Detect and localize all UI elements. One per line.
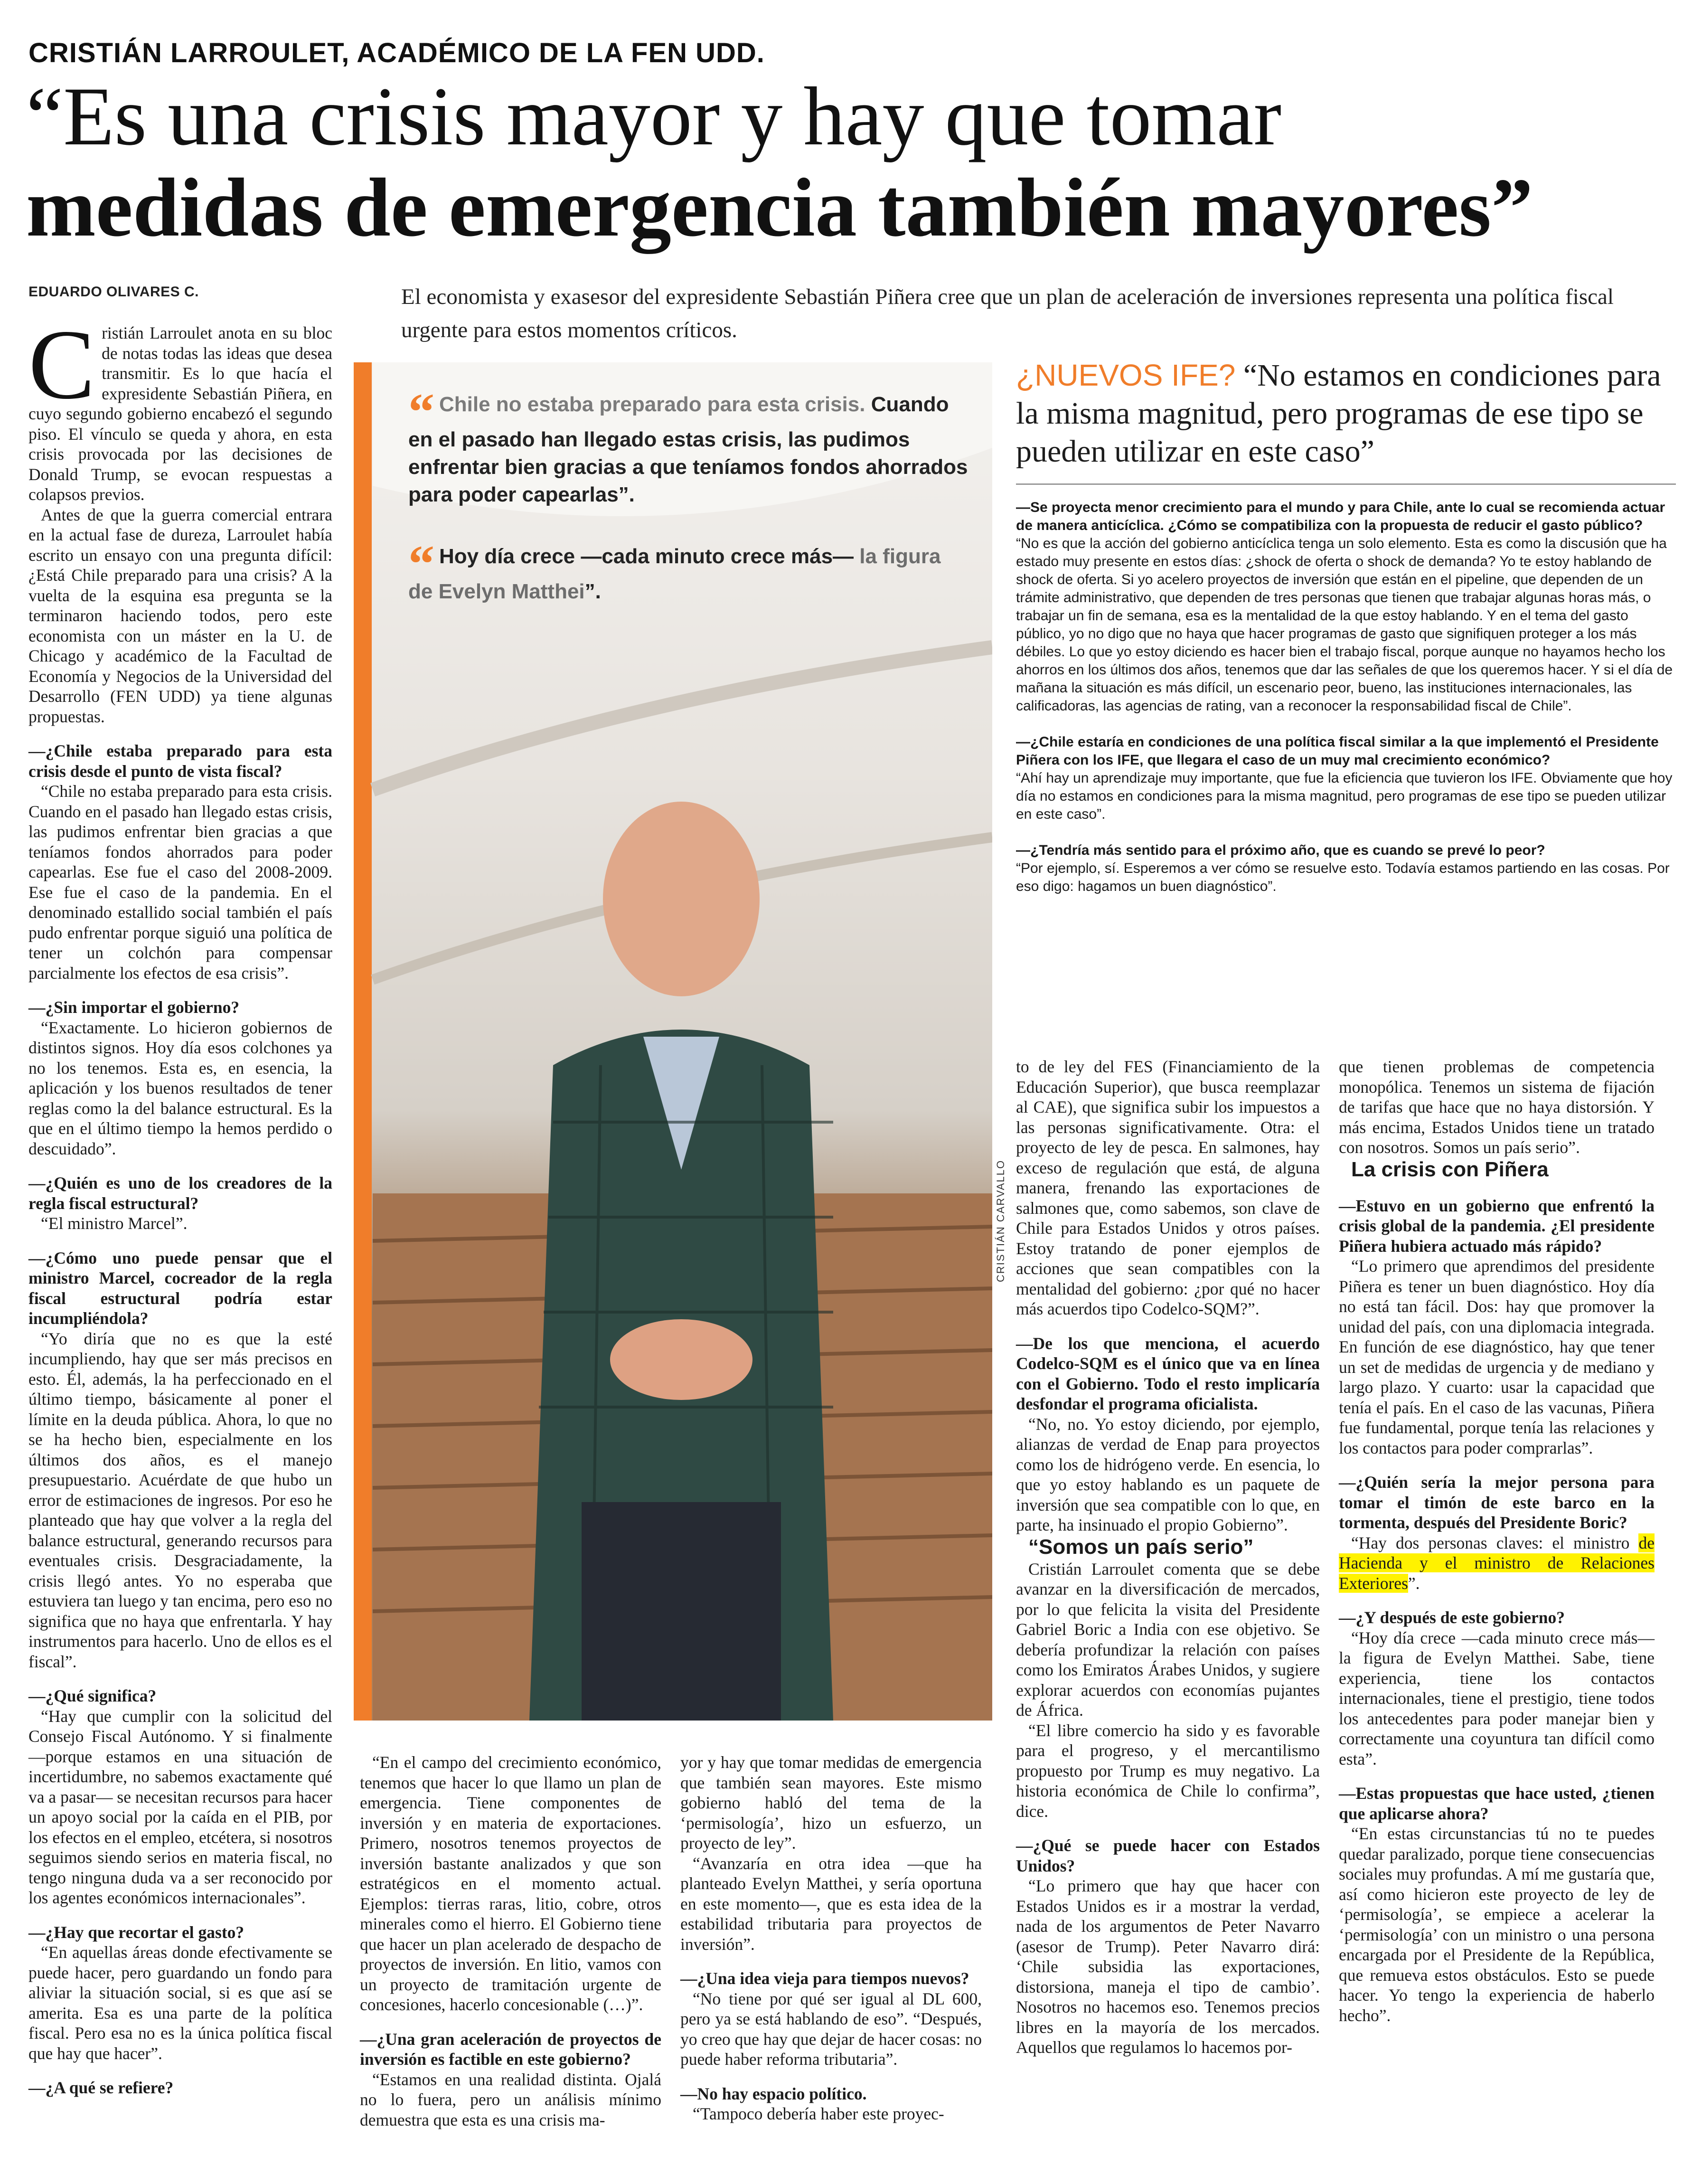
paragraph: Cristián Larroulet comenta que se debe avanzar en la diversificación de mercados, por lo que felicita la visita del Presidente Gabriel Boric a India con ese objetivo. Se debería profundizar la relación con países como los Emiratos Árabes Unidos, y sugiere explorar acuerdos con economías pujantes de África. (1016, 1559, 1320, 1720)
question: —¿Quién sería la mejor persona para tomar el timón de este barco en la tormenta, después del Presidente Boric? (1339, 1473, 1655, 1532)
paragraph: to de ley del FES (Financiamiento de la Educación Superior), que busca reemplazar al CAE), que significa subir los impuestos a las personas significativamente. Otra: el proyecto de ley de pesca. En salmones, hay exceso de regulación que está, de alguna manera, frenando las exportaciones de salmones que, como sabemos, son clave de Chile para Estados Unidos y otros países. Estoy tratando de poner ejemplos de acciones que sean compatibles con la mentalidad del gobierno: ¿por qué no hacer más acuerdos tipo Codelco-SQM?”. (1016, 1057, 1320, 1318)
question: —Estuvo en un gobierno que enfrentó la crisis global de la pandemia. ¿El presidente Piñera hubiera actuado más rápido? (1339, 1196, 1655, 1256)
highlighted-text: Exteriores (1339, 1573, 1408, 1593)
column-a (360, 1752, 661, 2130)
question: —¿Hay que recortar el gasto? (28, 1922, 244, 1942)
column-right-qa (1016, 499, 1676, 896)
question: —Estas propuestas que hace usted, ¿tienen que aplicarse ahora? (1339, 1784, 1655, 1823)
paragraph: “El libre comercio ha sido y es favorable para el progreso, y el mercantilismo propuesto por Trump es muy negativo. La historia económica de Chile lo confirma”, dice. (1016, 1721, 1320, 1821)
question: —¿Tendría más sentido para el próximo año, que es cuando se prevé lo peor? (1016, 842, 1545, 858)
drop-cap: C (28, 310, 95, 420)
question: —¿A qué se refiere? (28, 2078, 174, 2097)
answer: “Yo diría que no es que la esté incumpliendo, hay que ser más precisos en esto. Él, además, la ha perfeccionado en el último tiempo, básicamente al poner el límite en la deuda pública. Ahora, lo que no se ha hecho bien, especialmente en los últimos dos años, es el manejo presupuestario. Acuérdate de que hubo un error de estimaciones de ingresos. Por eso he planteado que hay que volver a la regla del balance estructural, generando recursos para eventuales crisis. Desgraciadamente, la crisis llegó antes. Yo no esperaba que estuviera tan luego y tan encima, pero eso no significa que no haya que enfrentarla. Y hay instrumentos para hacerlo. Uno de ellos es el fiscal”. (28, 1329, 332, 1671)
hands (610, 1319, 752, 1400)
question: —¿Qué significa? (28, 1686, 157, 1705)
answer: “En aquellas áreas donde efectivamente se puede hacer, pero guardando un fondo para aliviar la situación social, si es que así se amerita. Esa es una parte de la política fiscal. Pero esa no es la única política fiscal que hay que hacer”. (28, 1943, 332, 2063)
question: —¿Qué se puede hacer con Estados Unidos? (1016, 1836, 1320, 1875)
paragraph: Antes de que la guerra comercial entrara en la actual fase de dureza, Larroulet había escrito un ensayo con una pregunta difícil: ¿Está Chile preparado para una crisis? A la vuelta de la esquina esa pregunta se la terminaron haciendo todos, pero este economista con un máster en la U. de Chicago y académico de la Facultad de Economía y Negocios de la Universidad del Desarrollo (FEN UDD) ya tiene algunas propuestas. (28, 505, 332, 726)
answer: “Tampoco debería haber este proyec- (693, 2104, 944, 2123)
answer: “Lo primero que aprendimos del presidente Piñera es tener un buen diagnóstico. Hoy día no está tan fácil. Dos: hay que promover la unidad del país, con una diplomacia integrada. En función de ese diagnóstico, hay que tener un set de medidas de urgencia y de mediano y largo plazo. Y cuarto: usar la capacidad que tenía el país. En el caso de las vacunas, Piñera fue fundamental, porque tenía las relaciones y los contactos para poder comprarlas”. (1339, 1257, 1655, 1457)
column-d (1339, 1057, 1655, 2025)
subhead: “Somos un país serio” (1028, 1535, 1254, 1559)
ife-tag: ¿NUEVOS IFE? (1016, 358, 1236, 392)
paragraph: “En el campo del crecimiento económico, tenemos que hacer lo que llamo un plan de emergencia. Tiene componentes de inversión y en materia de exportaciones. Primero, nosotros tenemos proyectos de inversión bastante analizados y que son estratégicos en el momento actual. Ejemplos: tierras raras, litio, cobre, otros minerales como el hierro. El Gobierno tiene que hacer un plan acelerado de despacho de proyectos de inversión. En litio, vamos con un proyecto de tramitación urgente de concesiones, hacerlo concesionable (…)”. (360, 1753, 661, 2014)
kicker: CRISTIÁN LARROULET, ACADÉMICO DE LA FEN UDD. (28, 38, 765, 68)
answer: “Hay que cumplir con la solicitud del Consejo Fiscal Autónomo. Y si finalmente —porque estamos en una situación de incertidumbre, no sabemos exactamente qué va a pasar— se necesitan recursos para hacer un apoyo social por la caída en el PIB, por los efectos en el empleo, etcétera, si nosotros seguimos siendo serios en materia fiscal, no tengo ninguna duda va a ser reconocido por los agentes económicos internacionales”. (28, 1706, 332, 1907)
answer: “No es que la acción del gobierno anticíclica tenga un solo elemento. Esta es como la discusión que ha estado muy presente en estos días: ¿shock de oferta o shock de demanda? Yo te estoy hablando de shock de oferta. Si yo acelero proyectos de inversión que están en el pipeline, que dependen de un trámite administrativo, que dependen de tres personas que tienen que trabajar algunas horas más, o trabajar un fin de semana, esa es la mentalidad de la que estoy hablando. Y en el tema del gasto público, yo no digo que no haya que hacer programas de gasto que signifiquen proteger a los más débiles. Lo que yo estoy diciendo es hacer bien el trabajo fiscal, porque aunque no hayamos hecho los ahorros en los últimos dos años, tenemos que dar las señales de que los queremos hacer. Y si el día de mañana la situación es más difícil, un escenario peor, bueno, las instituciones internacionales, las calificadoras, las agencias de rating, van a reconocer la responsabilidad fiscal de Chile”. (1016, 536, 1673, 714)
pull-quote-1: “ Chile no estaba preparado para esta crisis. Cuando en el pasado han llegado estas crisis, las pudimos enfrentar bien gracias a que teníamos fondos ahorrados para poder capearlas”. (408, 383, 968, 506)
question: —¿Una idea vieja para tiempos nuevos? (680, 1969, 969, 1988)
question: —¿Quién es uno de los creadores de la regla fiscal estructural? (28, 1173, 332, 1213)
paragraph: “Avanzaría en otra idea —que ha planteado Evelyn Matthei, y sería oportuna en este momento—, que es esta idea de la estabilidad tributaria para proyectos de inversión”. (680, 1853, 982, 1954)
ceiling-arc (373, 647, 992, 790)
headline (26, 71, 1678, 254)
question: —¿Sin importar el gobierno? (28, 998, 240, 1017)
column-b (680, 1752, 982, 2124)
answer: “El ministro Marcel”. (41, 1214, 188, 1233)
pull-quote-2: “ Hoy día crece —cada minuto crece más— la figura de Evelyn Matthei”. (408, 535, 941, 603)
question: —Se proyecta menor crecimiento para el mundo y para Chile, ante lo cual se recomienda actuar de manera anticíclica. ¿Cómo se compatibiliza con la propuesta de reducir el gasto público? (1016, 500, 1665, 533)
trousers (582, 1502, 781, 1721)
answer: “Ahí hay un aprendizaje muy importante, que fue la eficiencia que tuvieron los IFE. Obviamente que hoy día no estamos en condiciones para la misma magnitud, pero programas de ese tipo se pueden utilizar en este caso”. (1016, 770, 1673, 822)
answer: “No tiene por qué ser igual al DL 600, pero ya se está hablando de eso”. “Después, yo creo que hay que dejar de hacer cosas: no puede haber reforma tributaria”. (680, 1989, 982, 2069)
answer: “Por ejemplo, sí. Esperemos a ver cómo se resuelve esto. Todavía estamos partiendo en las cosas. Por eso digo: hagamos un buen diagnóstico”. (1016, 860, 1670, 894)
lede: El economista y exasesor del expresidente Sebastián Piñera cree que un plan de aceleración de inversiones representa una política fiscal urgente para estos momentos críticos. (401, 284, 1614, 342)
ife-text: “No estamos en condiciones para la misma magnitud, pero programas de ese tipo se pueden utilizar en este caso” (1016, 358, 1661, 469)
face (603, 802, 760, 996)
answer: “Estamos en una realidad distinta. Ojalá no lo fuera, pero un análisis mínimo demuestra que esta es una crisis ma- (360, 2070, 661, 2129)
question: —¿Chile estaba preparado para esta crisis desde el punto de vista fiscal? (28, 741, 332, 781)
answer: “Lo primero que hay que hacer con Estados Unidos es ir a mostrar la verdad, nada de los argumentos de Peter Navarro (asesor de Trump). Peter Navarro dirá: ‘Chile subsidia las exportaciones, distorsiona, maneja el tipo de cambio’. Nosotros no hacemos eso. Tenemos precios libres en la mayoría de los mercados. Aquellos que regulamos lo hacemos por- (1016, 1876, 1320, 2057)
question: —No hay espacio político. (680, 2084, 867, 2103)
answer: “Exactamente. Lo hicieron gobiernos de distintos signos. Hoy día esos colchones ya no los tenemos. Esta es, en esencia, la aplicación y los buenos resultados de tener reglas como la del balance estructural. Es la que en el último tiempo la hemos perdido o descuidado”. (28, 1018, 332, 1158)
highlighted-text: de Hacienda y el ministro de Relaciones (1339, 1533, 1655, 1572)
portrait-photo (354, 362, 992, 1721)
question: —¿Y después de este gobierno? (1339, 1608, 1565, 1627)
question: —De los que menciona, el acuerdo Codelco-SQM es el único que va en línea con el Gobierno. Todo el resto implicaría desfondar el programa oficialista. (1016, 1333, 1320, 1413)
question: —¿Chile estaría en condiciones de una política fiscal similar a la que implementó el Presidente Piñera con los IFE, que llegara el caso de un muy mal crecimiento económico? (1016, 734, 1659, 768)
photo-credit: CRISTIÁN CARVALLO (995, 1159, 1006, 1282)
answer: “En estas circunstancias tú no te puedes quedar paralizado, porque tiene consecuencias sociales muy profundas. A mí me gustaría que, así como hicieron este proyecto de ley de ‘permisología’, se empiece a acelerar la ‘permisología’ con un ministro o una persona encargada por el Presidente de la República, que remueva estos obstáculos. Esto se puede hacer. Yo tengo la experiencia de haberlo hecho”. (1339, 1824, 1655, 2025)
question: —¿Una gran aceleración de proyectos de inversión es factible en este gobierno? (360, 2029, 661, 2069)
question: —¿Cómo uno puede pensar que el ministro Marcel, cocreador de la regla fiscal estructural podría estar incumpliéndola? (28, 1248, 332, 1328)
subhead: La crisis con Piñera (1351, 1157, 1549, 1181)
headline-line-1: “Es una crisis mayor y hay que tomar (26, 70, 1282, 163)
answer: “Hay dos personas claves: el ministro de Hacienda y el ministro de Relaciones Exteriores”. (1339, 1533, 1655, 1593)
answer: “Hoy día crece —cada minuto crece más— la figura de Evelyn Matthei. Sabe, tiene experiencia, tiene los contactos internacionales, tiene el prestigio, tiene todos los antecedentes para poder manejar bien y correctamente una coyuntura tan difícil como esta”. (1339, 1628, 1655, 1768)
ife-highlight (1016, 356, 1676, 471)
answer: “No, no. Yo estoy diciendo, por ejemplo, alianzas de verdad de Enap para proyectos como los de hidrógeno verde. En esencia, lo que yo estoy hablando es un paquete de inversión que sea compatible con lo que, en parte, ha insinuado el propio Gobierno”. (1016, 1414, 1320, 1534)
byline: EDUARDO OLIVARES C. (28, 284, 199, 300)
intro-paragraph: Cristián Larroulet anota en su bloc de notas todas las ideas que desea transmitir. Es lo que hacía el expresidente Sebastián Piñera, en cuyo segundo gobierno encabezó el segundo piso. El vínculo se queda y ahora, en esta crisis provocada por las decisiones de Donald Trump, se evocan respuestas a colapsos previos. (28, 310, 332, 504)
paragraph: yor y hay que tomar medidas de emergencia que también sean mayores. Este mismo gobierno habló del tema de la ‘permisología’, hizo un esfuerzo, un proyecto de ley”. (680, 1753, 982, 1853)
paragraph: que tienen problemas de competencia monopólica. Tenemos un sistema de fijación de tarifas que hace que no haya distorsión. Y más encima, Estados Unidos tiene un tratado con nosotros. Somos un país serio”. (1339, 1057, 1655, 1157)
divider (1016, 483, 1676, 485)
answer: “Chile no estaba preparado para esta crisis. Cuando en el pasado han llegado estas crisis, las pudimos enfrentar bien gracias a que teníamos fondos ahorrados para poder capearlas. Ese fue el caso del 2008-2009. Ese fue el caso de la pandemia. En el denominado estallido social también el país pudo enfrentar porque siguió una política de tener un colchón para compensar parcialmente los efectos de esa crisis”. (28, 782, 332, 983)
headline-line-2: medidas de emergencia también mayores” (26, 161, 1533, 254)
column-c (1016, 1057, 1320, 2058)
column-1 (28, 310, 332, 2098)
